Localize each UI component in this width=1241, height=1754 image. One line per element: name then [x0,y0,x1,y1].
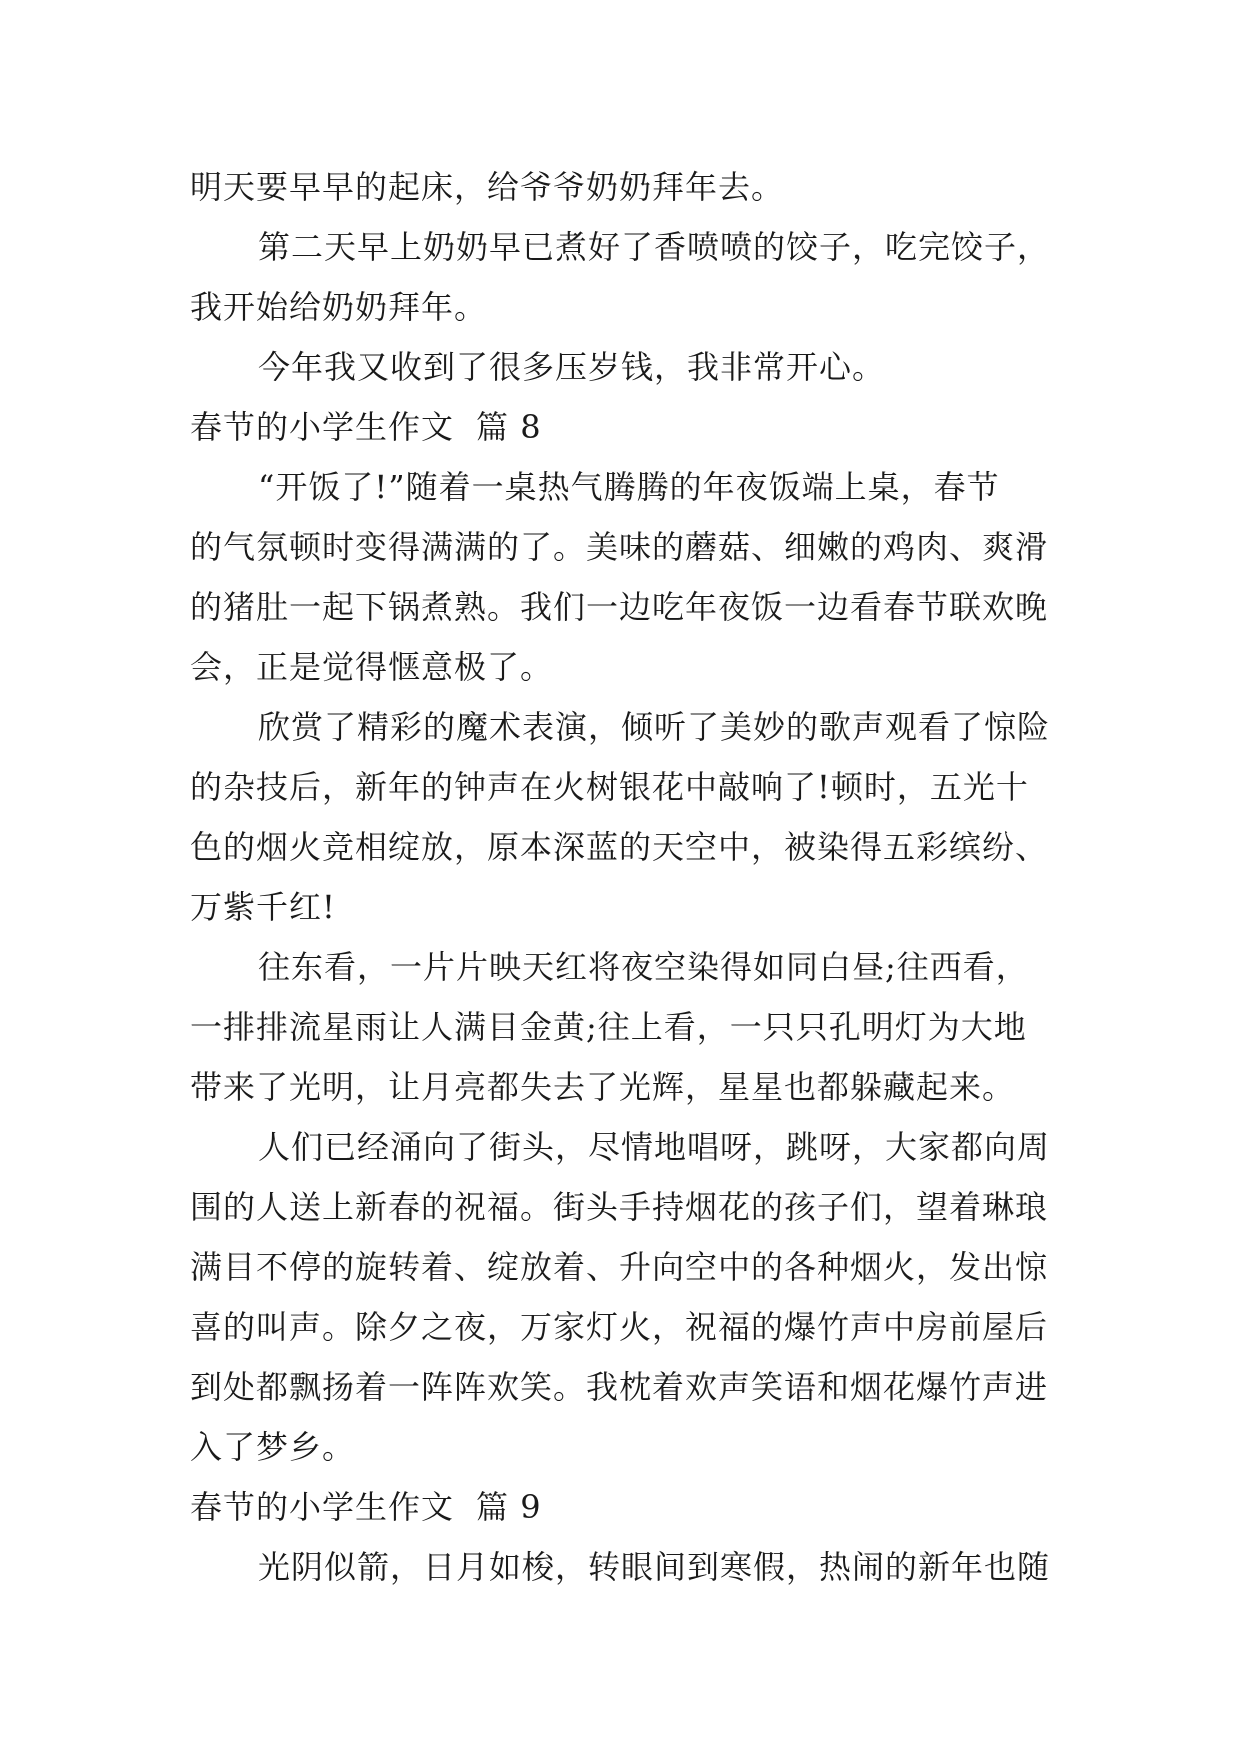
paragraph-line: 明天要早早的起床，给爷爷奶奶拜年去。 [190,168,785,206]
paragraph-line: 今年我又收到了很多压岁钱，我非常开心。 [258,348,886,386]
paragraph-line: 入了梦乡。 [190,1428,356,1466]
paragraph-line: 人们已经涌向了街头，尽情地唱呀，跳呀，大家都向周 [258,1128,1051,1166]
paragraph-line: 光阴似箭，日月如梭，转眼间到寒假，热闹的新年也随 [258,1548,1051,1586]
document-body [190,157,1070,1597]
paragraph-line: 到处都飘扬着一阵阵欢笑。我枕着欢声笑语和烟花爆竹声进 [190,1368,1049,1406]
paragraph-line: 我开始给奶奶拜年。 [190,288,488,326]
paragraph-line: 一排排流星雨让人满目金黄;往上看，一只只孔明灯为大地 [190,1008,1027,1046]
paragraph-line: 满目不停的旋转着、绽放着、升向空中的各种烟火，发出惊 [190,1248,1049,1286]
paragraph-line: 万紫千红! [190,888,336,926]
paragraph-line: 围的人送上新春的祝福。街头手持烟花的孩子们，望着琳琅 [190,1188,1049,1226]
heading-title: 春节的小学生作文 [190,1488,455,1526]
paragraph-line: 往东看，一片片映天红将夜空染得如同白昼;往西看， [258,948,1029,986]
paragraph-line: 的气氛顿时变得满满的了。美味的蘑菇、细嫩的鸡肉、爽滑 [190,528,1049,566]
heading-number: 篇 9 [476,1488,542,1526]
heading-number: 篇 8 [476,408,542,446]
paragraph-line: 欣赏了精彩的魔术表演，倾听了美妙的歌声观看了惊险 [258,708,1051,746]
paragraph-line: 会，正是觉得惬意极了。 [190,648,554,686]
paragraph-line: 的猪肚一起下锅煮熟。我们一边吃年夜饭一边看春节联欢晚 [190,588,1049,626]
heading-title: 春节的小学生作文 [190,408,455,446]
paragraph-line: 喜的叫声。除夕之夜，万家灯火，祝福的爆竹声中房前屋后 [190,1308,1049,1346]
paragraph-line: 带来了光明，让月亮都失去了光辉，星星也都躲藏起来。 [190,1068,1016,1106]
paragraph-line: 色的烟火竞相绽放，原本深蓝的天空中，被染得五彩缤纷、 [190,828,1049,866]
paragraph-line: “开饭了!”随着一桌热气腾腾的年夜饭端上桌，春节 [258,468,1000,506]
section-heading-8 [190,397,1070,457]
section-heading-9 [190,1477,1070,1537]
paragraph-line: 的杂技后，新年的钟声在火树银花中敲响了!顿时，五光十 [190,768,1029,806]
paragraph-line: 第二天早上奶奶早已煮好了香喷喷的饺子，吃完饺子， [258,228,1051,266]
